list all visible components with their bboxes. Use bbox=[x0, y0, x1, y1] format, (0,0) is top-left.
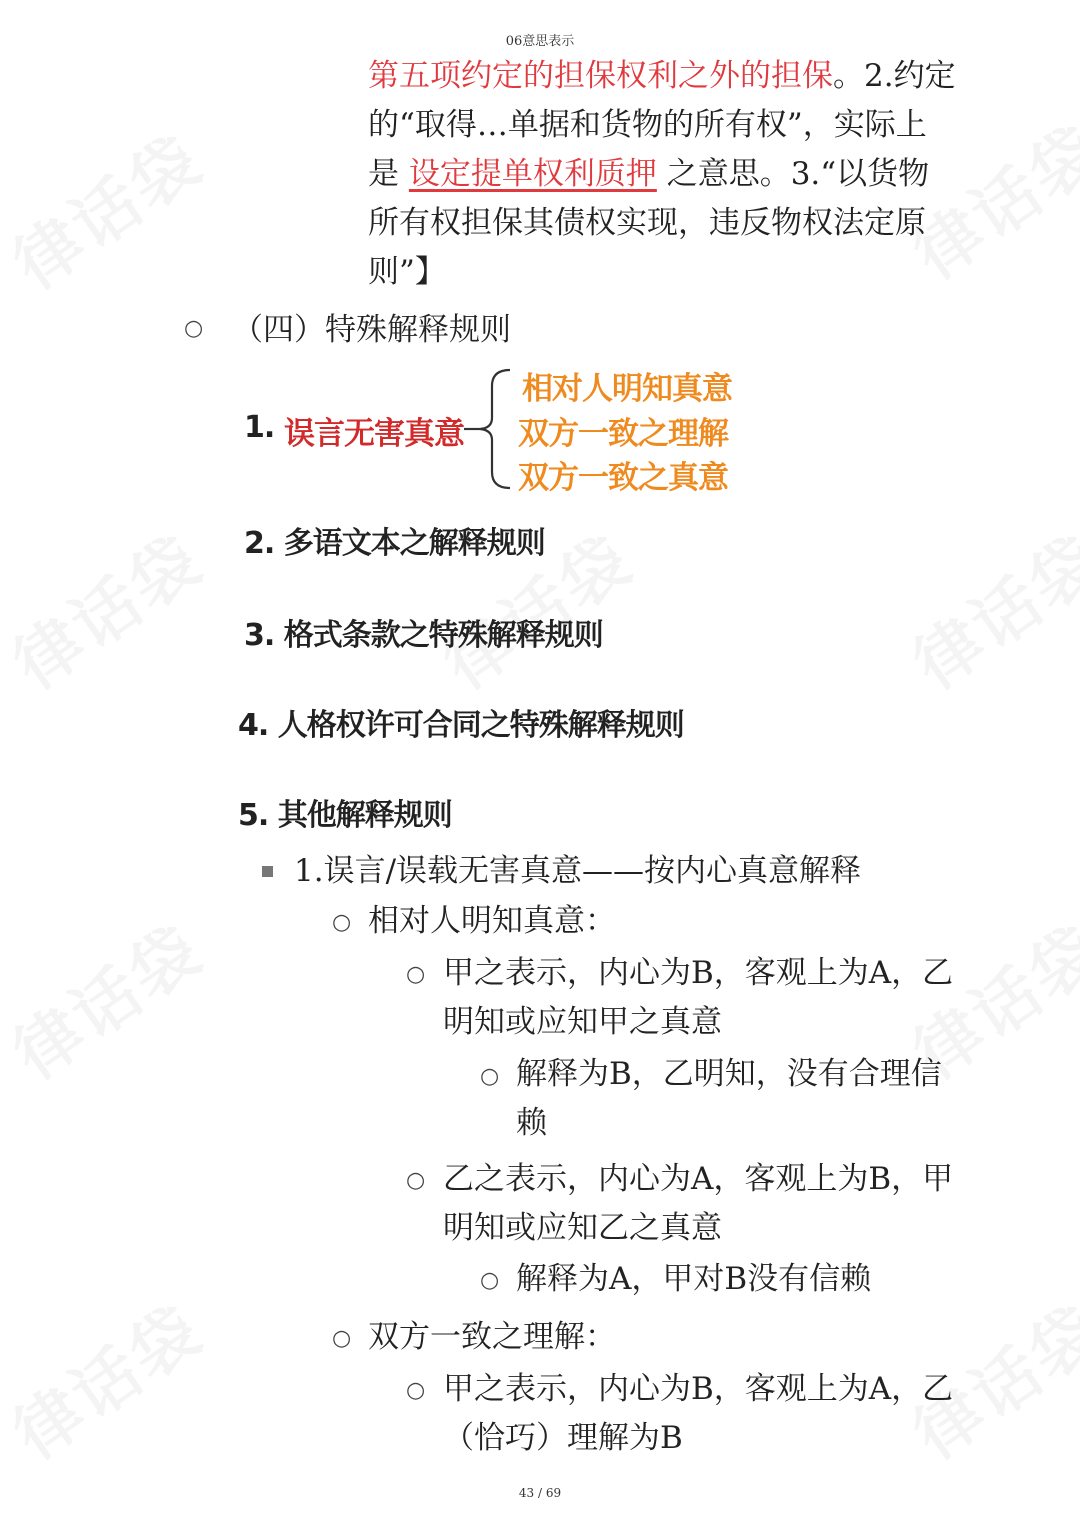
circle-bullet-icon: ○ bbox=[332, 1326, 352, 1351]
intro-line bbox=[368, 52, 1008, 101]
outline-level2-item: 相对人明知真意： bbox=[368, 903, 616, 939]
figure-item-1-label: 误言无害真意 bbox=[284, 416, 464, 452]
outline-level3-item: 乙之表示，内心为A，客观上为B，甲 bbox=[443, 1161, 954, 1197]
brace-branch-2: 双方一致之理解 bbox=[518, 416, 728, 452]
outline-level3-item-cont: 明知或应知乙之真意 bbox=[443, 1210, 722, 1246]
circle-bullet-icon: ○ bbox=[480, 1064, 500, 1089]
text: 之意思。3.“以货物 bbox=[656, 156, 930, 192]
brace-branch-1: 相对人明知真意 bbox=[522, 371, 732, 407]
circle-bullet-icon: ○ bbox=[406, 962, 426, 987]
outline-level4-item: 解释为B，乙明知，没有合理信 bbox=[516, 1056, 942, 1092]
highlighted-text: 第五项约定的担保权利之外的担保 bbox=[368, 58, 833, 94]
circle-bullet-icon: ○ bbox=[184, 316, 204, 341]
outline-level4-item: 解释为A，甲对B没有信赖 bbox=[516, 1261, 872, 1297]
figure-item-1-number: 1. bbox=[244, 410, 275, 445]
outline-level3-item-cont: （恰巧）理解为B bbox=[443, 1420, 683, 1456]
outline-level1-item: 1.误言/误载无害真意——按内心真意解释 bbox=[294, 853, 862, 889]
document-title: 06意思表示 bbox=[505, 34, 575, 49]
text: 。2.约定 bbox=[833, 58, 956, 94]
page-number: 43 / 69 bbox=[518, 1486, 562, 1500]
figure-item-4: 4. 人格权许可合同之特殊解释规则 bbox=[238, 708, 684, 743]
figure-item-3: 3. 格式条款之特殊解释规则 bbox=[244, 618, 603, 653]
brace-branch-3: 双方一致之真意 bbox=[518, 460, 728, 496]
outline-level3-item-cont: 明知或应知甲之真意 bbox=[443, 1004, 722, 1040]
outline-level3-item: 甲之表示，内心为B，客观上为A，乙 bbox=[443, 1371, 954, 1407]
circle-bullet-icon: ○ bbox=[406, 1168, 426, 1193]
text: 是 bbox=[368, 156, 409, 192]
circle-bullet-icon: ○ bbox=[406, 1378, 426, 1403]
intro-line: 则”】 bbox=[368, 254, 446, 290]
section-heading: （四）特殊解释规则 bbox=[232, 312, 511, 348]
circle-bullet-icon: ○ bbox=[332, 910, 352, 935]
watermark bbox=[0, 1278, 218, 1476]
square-bullet-icon bbox=[262, 866, 273, 877]
watermark bbox=[0, 508, 218, 706]
watermark bbox=[892, 508, 1080, 706]
outline-level2-item: 双方一致之理解： bbox=[368, 1319, 616, 1355]
intro-line: 所有权担保其债权实现，违反物权法定原 bbox=[368, 205, 926, 241]
intro-line: 的“取得…单据和货物的所有权”，实际上 bbox=[368, 107, 927, 143]
circle-bullet-icon: ○ bbox=[480, 1268, 500, 1293]
outline-level3-item: 甲之表示，内心为B，客观上为A，乙 bbox=[443, 955, 954, 991]
intro-paragraph bbox=[368, 52, 1008, 297]
watermark bbox=[0, 108, 218, 306]
brace-icon bbox=[458, 366, 518, 492]
outline-level4-item-cont: 赖 bbox=[516, 1105, 547, 1141]
watermark bbox=[0, 898, 218, 1096]
intro-line bbox=[368, 150, 1008, 199]
figure-item-2: 2. 多语文本之解释规则 bbox=[244, 526, 545, 561]
figure-item-5: 5. 其他解释规则 bbox=[238, 798, 452, 833]
term-link[interactable]: 设定提单权利质押 bbox=[408, 156, 657, 192]
